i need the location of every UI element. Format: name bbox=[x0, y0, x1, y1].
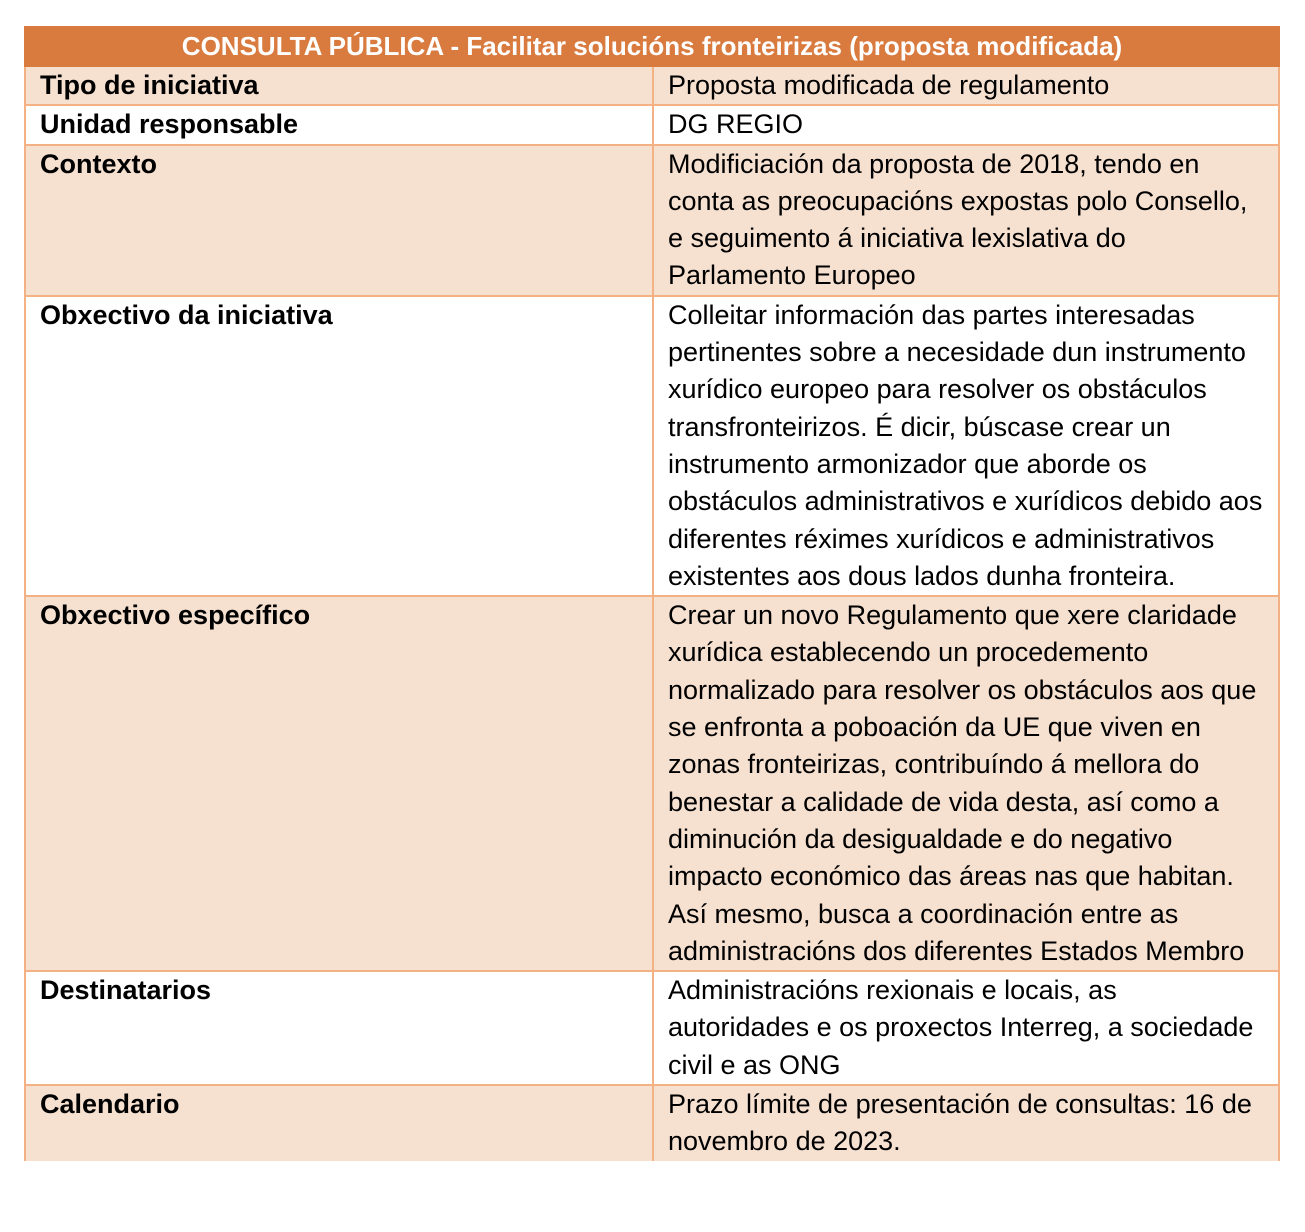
row-value: Prazo límite de presentación de consultas: 16 de novembro de 2023. bbox=[653, 1085, 1279, 1161]
row-label: Obxectivo específico bbox=[25, 596, 653, 971]
table-row bbox=[25, 105, 1279, 144]
consultation-table bbox=[24, 26, 1280, 1161]
row-value: Modificiación da proposta de 2018, tendo en conta as preocupacións expostas polo Consello, e seguimento á iniciativa lexislativa do Parlamento Europeo bbox=[653, 145, 1279, 296]
table-row bbox=[25, 66, 1279, 105]
table-row bbox=[25, 145, 1279, 296]
table-row bbox=[25, 971, 1279, 1085]
row-label: Unidad responsable bbox=[25, 105, 653, 144]
table-title-row bbox=[25, 27, 1279, 66]
row-value: DG REGIO bbox=[653, 105, 1279, 144]
row-label: Tipo de iniciativa bbox=[25, 66, 653, 105]
row-value: Proposta modificada de regulamento bbox=[653, 66, 1279, 105]
row-label: Obxectivo da iniciativa bbox=[25, 296, 653, 596]
table-row bbox=[25, 596, 1279, 971]
row-label: Destinatarios bbox=[25, 971, 653, 1085]
row-value: Crear un novo Regulamento que xere claridade xurídica establecendo un procedemento normalizado para resolver os obstáculos aos que se enfronta a poboación da UE que viven en zonas fronteirizas, contribuíndo á mellora do benestar a calidade de vida desta, así como a diminución da desigualdade e do negativo impacto económico das áreas nas que habitan. Así mesmo, busca a coordinación entre as administracións dos diferentes Estados Membro bbox=[653, 596, 1279, 971]
table-row bbox=[25, 1085, 1279, 1161]
row-label: Contexto bbox=[25, 145, 653, 296]
row-label: Calendario bbox=[25, 1085, 653, 1161]
table-row bbox=[25, 296, 1279, 596]
row-value: Colleitar información das partes interesadas pertinentes sobre a necesidade dun instrumento xurídico europeo para resolver os obstáculos transfronteirizos. É dicir, búscase crear un instrumento armonizador que aborde os obstáculos administrativos e xurídicos debido aos diferentes réximes xurídicos e administrativos existentes aos dous lados dunha fronteira. bbox=[653, 296, 1279, 596]
consultation-table-container bbox=[24, 26, 1278, 1161]
table-title: CONSULTA PÚBLICA - Facilitar solucións fronteirizas (proposta modificada) bbox=[25, 27, 1279, 66]
row-value: Administracións rexionais e locais, as autoridades e os proxectos Interreg, a sociedade civil e as ONG bbox=[653, 971, 1279, 1085]
